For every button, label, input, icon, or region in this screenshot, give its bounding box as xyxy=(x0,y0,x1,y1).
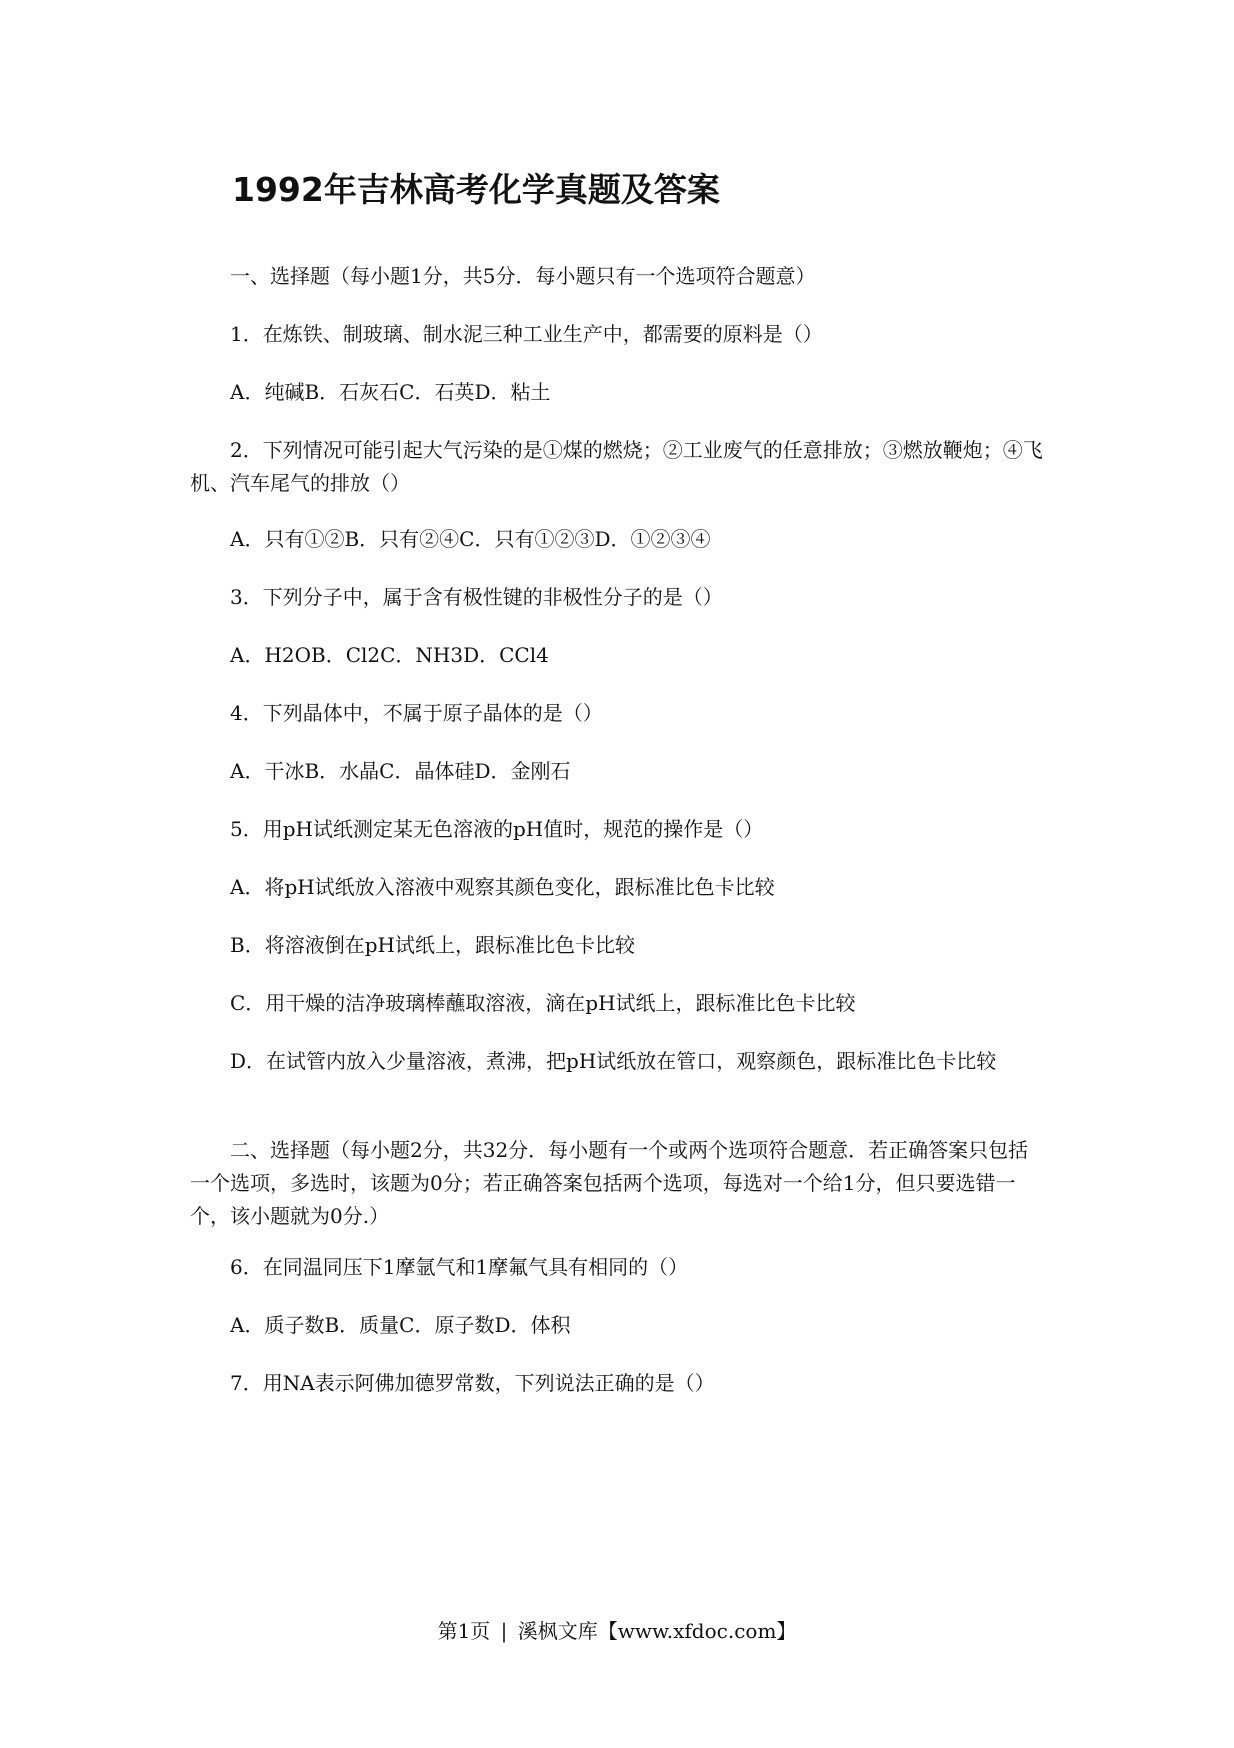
footer-source-link[interactable]: 溪枫文库【www.xfdoc.com】 xyxy=(517,1619,797,1643)
question-5-option-c: C．用干燥的洁净玻璃棒蘸取溶液，滴在pH试纸上，跟标准比色卡比较 xyxy=(230,991,856,1015)
question-4: 4．下列晶体中，不属于原子晶体的是（） xyxy=(230,701,603,725)
question-5-option-d: D．在试管内放入少量溶液，煮沸，把pH试纸放在管口，观察颜色，跟标准比色卡比较 xyxy=(230,1049,997,1073)
question-1: 1．在炼铁、制玻璃、制水泥三种工业生产中，都需要的原料是（） xyxy=(230,322,823,346)
footer-separator: | xyxy=(500,1619,508,1643)
question-5-option-b: B．将溶液倒在pH试纸上，跟标准比色卡比较 xyxy=(230,933,635,957)
question-4-options: A．干冰B．水晶C．晶体硅D．金刚石 xyxy=(230,759,571,783)
question-2: 2．下列情况可能引起大气污染的是①煤的燃烧；②工业废气的任意排放；③燃放鞭炮；④飞机、汽车尾气的排放（） xyxy=(190,438,1043,495)
question-6: 6．在同温同压下1摩氩气和1摩氟气具有相同的（） xyxy=(230,1255,689,1279)
question-1-options: A．纯碱B．石灰石C．石英D．粘土 xyxy=(230,380,551,404)
question-3-options: A．H2OB．Cl2C．NH3D．CCl4 xyxy=(230,643,549,667)
question-5: 5．用pH试纸测定某无色溶液的pH值时，规范的操作是（） xyxy=(230,817,764,841)
section-heading-2: 二、选择题（每小题2分，共32分．每小题有一个或两个选项符合题意．若正确答案只包括一个选项，多选时，该题为0分；若正确答案包括两个选项，每选对一个给1分，但只要选错一个，该小题就为0分.） xyxy=(190,1138,1029,1228)
document-title: 1992年吉林高考化学真题及答案 xyxy=(232,170,720,209)
question-3: 3．下列分子中，属于含有极性键的非极性分子的是（） xyxy=(230,585,723,609)
question-6-options: A．质子数B．质量C．原子数D．体积 xyxy=(230,1313,571,1337)
page-footer xyxy=(0,1617,1234,1645)
question-2-options: A．只有①②B．只有②④C．只有①②③D．①②③④ xyxy=(230,527,711,551)
question-5-option-a: A．将pH试纸放入溶液中观察其颜色变化，跟标准比色卡比较 xyxy=(230,875,775,899)
section-heading-1: 一、选择题（每小题1分，共5分．每小题只有一个选项符合题意） xyxy=(230,264,816,288)
page-number: 第1页 xyxy=(437,1619,491,1643)
question-7: 7．用NA表示阿佛加德罗常数，下列说法正确的是（） xyxy=(230,1371,715,1395)
